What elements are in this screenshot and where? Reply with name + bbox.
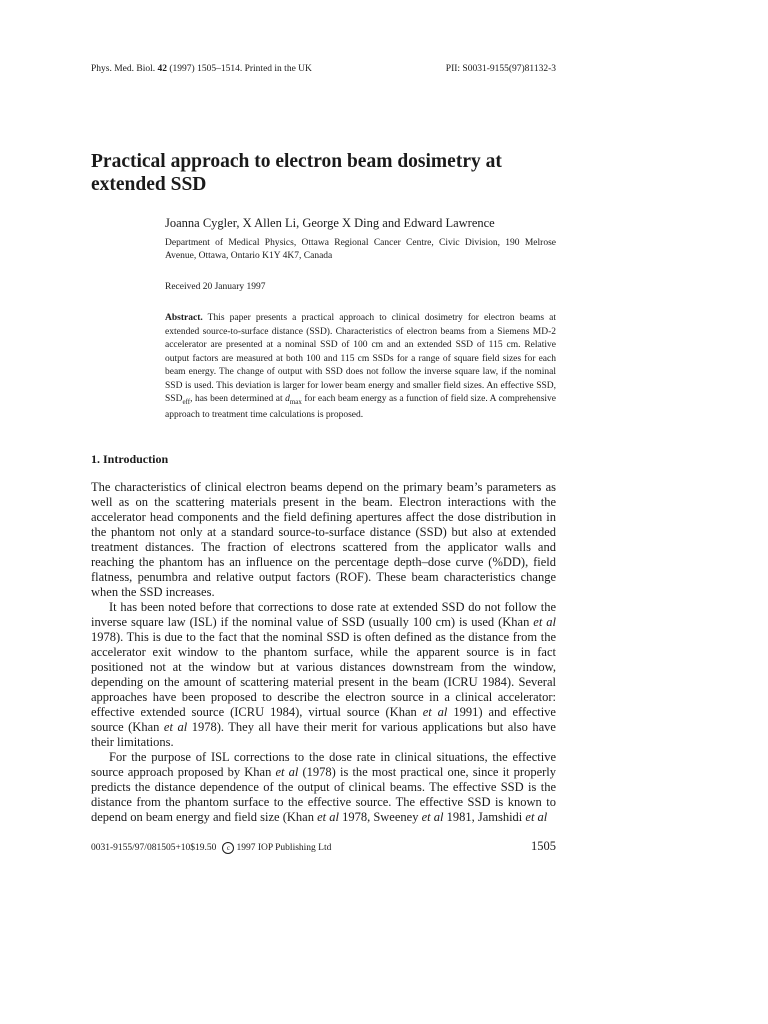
section-heading-introduction: 1. Introduction: [91, 452, 169, 466]
journal-volume: 42: [157, 64, 168, 74]
introduction-body: [91, 480, 556, 825]
abstract-label: Abstract.: [165, 313, 203, 323]
paper-title: Practical approach to electron beam dosimetry at extended SSD: [91, 151, 502, 195]
footer-issn: 0031-9155/97/081505+10$19.50 c 1997 IOP Publishing Ltd: [91, 843, 332, 854]
copyright-icon: c: [222, 842, 234, 854]
author-list: Joanna Cygler, X Allen Li, George X Ding and Edward Lawrence: [165, 216, 495, 230]
journal-citation: [91, 64, 312, 74]
received-date: Received 20 January 1997: [165, 282, 266, 292]
journal-pages: (1997) 1505–1514. Printed in the UK: [167, 64, 312, 74]
paragraph-2: It has been noted before that corrections to dose rate at extended SSD do not follow the inverse square law (ISL) if the nominal value of SSD (usually 100 cm) is used (Khan et al 1978). This is due to the fact that the nominal SSD is often defined as the distance from the accelerator exit window to the phantom surface, while the apparent source is in fact positioned not at the window but at various distances downstream from the window, depending on the amount of scattering material present in the beam (ICRU 1984). Several approaches have been proposed to describe the electron source in a clinical accelerator: effective extended source (ICRU 1984), virtual source (Khan et al 1991) and effective source (Khan et al 1978). They all have their merit for various applications but also have their limitations.: [91, 600, 556, 749]
paragraph-1: The characteristics of clinical electron beams depend on the primary beam’s parameters as well as on the scattering materials present in the beam. Electron interactions with the accelerator head components and the field defining apertures affect the dose distribution in the phantom not only at a standard source-to-surface distance (SSD) but also at extended treatment distances. The fraction of electrons scattered from the applicator walls and reaching the phantom has an influence on the percentage depth–dose curve (%DD), field flatness, penumbra and relative output factors (ROF). These beam characteristics change when the SSD increases.: [91, 480, 556, 599]
pii-code: PII: S0031-9155(97)81132-3: [445, 64, 556, 74]
paragraph-3: For the purpose of ISL corrections to the dose rate in clinical situations, the effective source approach proposed by Khan et al (1978) is the most practical one, since it properly predicts the distance dependence of the output of clinical beams. The effective SSD is the distance from the phantom surface to the effective source. The effective SSD is known to depend on beam energy and field size (Khan et al 1978, Sweeney et al 1981, Jamshidi et al: [91, 750, 556, 824]
abstract: Abstract. This paper presents a practical approach to clinical dosimetry for electron beams at extended source-to-surface distance (SSD). Characteristics of electron beams from a Siemens MD-2 accelerator are presented at a nominal SSD of 100 cm and an extended SSD of 115 cm. Relative output factors are measured at both 100 and 115 cm SSDs for a range of square field sizes for each beam energy. The change of output with SSD does not follow the inverse square law, if the nominal SSD is used. This deviation is larger for lower beam energy and smaller field sizes. An effective SSD, $SSD_{eff}$, has been determined at $d_{max}$ for each beam energy as a function of field size. A comprehensive approach to treatment time calculations is proposed.: [165, 313, 556, 421]
page-number: 1505: [531, 839, 556, 853]
affiliation: Department of Medical Physics, Ottawa Regional Cancer Centre, Civic Division, 190 Melrose Avenue, Ottawa, Ontario K1Y 4K7, Canada: [165, 238, 556, 261]
journal-name: Phys. Med. Biol.: [91, 64, 158, 74]
